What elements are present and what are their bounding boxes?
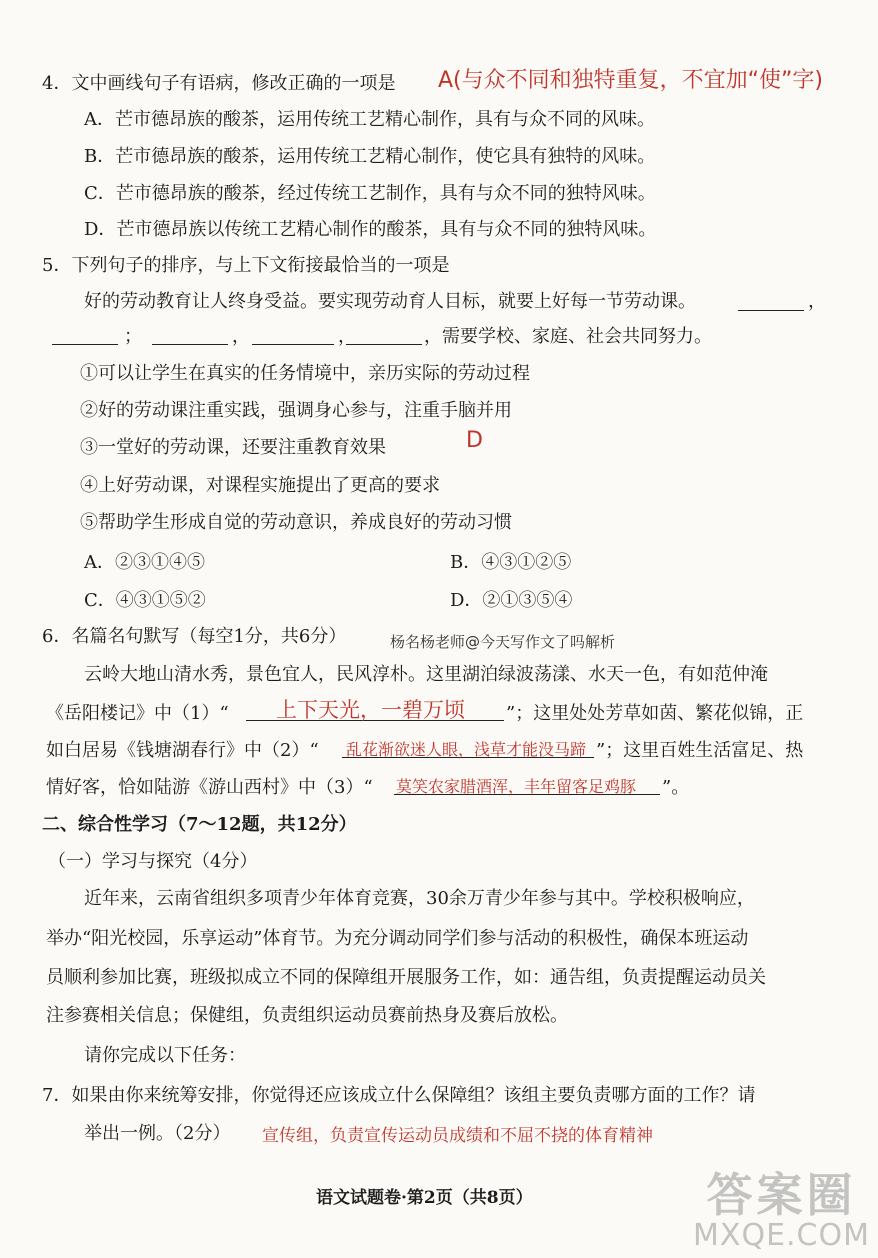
- q5-blank-1: [738, 310, 804, 311]
- q4-stem: 4．文中画线句子有语病，修改正确的一项是: [42, 73, 396, 94]
- q5-sentence-2: ②好的劳动课注重实践，强调身心参与，注重手脑并用: [80, 400, 512, 421]
- q6-answer-2: 乱花渐欲迷人眼，浅草才能没马蹄: [346, 740, 587, 759]
- q5-answer: D: [466, 428, 483, 453]
- q6-line-3b: ”；这里百姓生活富足、热: [596, 740, 804, 761]
- q4-option-c: C．芒市德昂族的酸茶，经过传统工艺制作，具有与众不同的独特风味。: [84, 183, 656, 204]
- section2-subtitle: （一）学习与探究（4分）: [48, 851, 258, 872]
- q5-sentence-1: ①可以让学生在真实的任务情境中，亲历实际的劳动过程: [80, 363, 530, 384]
- section2-title: 二、综合性学习（7～12题，共12分）: [42, 814, 357, 835]
- q5-choice-c: C．④③①⑤②: [84, 590, 206, 611]
- q5-blank-2: [52, 344, 118, 345]
- section2-para-2: 举办“阳光校园，乐享运动”体育节。为充分调动同学们参与活动的积极性，确保本班运动: [46, 928, 749, 949]
- q4-option-d: D．芒市德昂族以传统工艺精心制作的酸茶，具有与众不同的独特风味。: [84, 219, 657, 240]
- q6-answer-1: 上下天光，一碧万顷: [276, 698, 465, 722]
- q5-sentence-3: ③一堂好的劳动课，还要注重教育效果: [80, 437, 386, 458]
- q6-line-2b: ”；这里处处芳草如茵、繁花似锦，正: [506, 703, 804, 724]
- watermark-logo-text: 答案圈: [706, 1168, 857, 1222]
- section2-task: 请你完成以下任务：: [84, 1045, 246, 1066]
- q4-option-a: A．芒市德昂族的酸茶，运用传统工艺精心制作，具有与众不同的风味。: [84, 109, 655, 130]
- q5-blank-4: [252, 344, 334, 345]
- page-footer: 语文试题卷·第2页（共8页）: [316, 1188, 533, 1208]
- q6-stem: 6．名篇名句默写（每空1分，共6分）: [42, 626, 347, 647]
- q5-sentence-5: ⑤帮助学生形成自觉的劳动意识，养成良好的劳动习惯: [80, 512, 512, 533]
- q6-line-1: 云岭大地山清水秀，景色宜人，民风淳朴。这里湖泊绿波荡漾、水天一色，有如范仲淹: [84, 664, 768, 685]
- q7-answer: 宣传组，负责宣传运动员成绩和不屈不挠的体育精神: [262, 1126, 653, 1146]
- q5-passage-line1: 好的劳动教育让人终身受益。要实现劳动育人目标，就要上好每一节劳动课。: [84, 291, 696, 312]
- q4-answer: A(与众不同和独特重复，不宜加“使”字): [438, 68, 824, 93]
- q7-stem-line2: 举出一例。（2分）: [84, 1123, 231, 1144]
- q5-comma-2: ，: [232, 326, 250, 347]
- q6-answer-3: 莫笑农家腊酒浑，丰年留客足鸡豚: [396, 777, 637, 796]
- q6-line-4b: ”。: [662, 777, 690, 798]
- q4-option-b: B．芒市德昂族的酸茶，运用传统工艺精心制作，使它具有独特的风味。: [84, 146, 656, 167]
- site-watermark: [693, 1170, 870, 1252]
- q5-choice-d: D．②①③⑤④: [450, 590, 573, 611]
- q6-line-3a: 如白居易《钱塘湖春行》中（2）“: [46, 740, 319, 761]
- q5-comma: ，: [808, 291, 826, 312]
- q5-comma-3: ，: [338, 326, 356, 347]
- section2-para-4: 注参赛相关信息；保健组，负责组织运动员赛前热身及赛后放松。: [46, 1005, 568, 1026]
- q5-blank-3: [152, 344, 228, 345]
- section2-para-3: 员顺利参加比赛，班级拟成立不同的保障组开展服务工作，如：通告组，负责提醒运动员关: [46, 967, 766, 988]
- watermark-url: MXQE.COM: [693, 1218, 870, 1253]
- q6-line-4a: 情好客，恰如陆游《游山西村》中（3）“: [46, 777, 373, 798]
- q5-choice-b: B．④③①②⑤: [450, 552, 572, 573]
- q6-line-2a: 《岳阳楼记》中（1）“: [46, 703, 229, 724]
- q5-semicolon: ；: [124, 326, 142, 347]
- q5-passage-end: ，需要学校、家庭、社会共同努力。: [424, 326, 712, 347]
- q5-sentence-4: ④上好劳动课，对课程实施提出了更高的要求: [80, 475, 440, 496]
- q7-stem-line1: 7．如果由你来统筹安排，你觉得还应该成立什么保障组？该组主要负责哪方面的工作？请: [42, 1085, 756, 1106]
- q5-blank-5: [346, 344, 422, 345]
- q5-stem: 5．下列句子的排序，与上下文衔接最恰当的一项是: [42, 255, 450, 276]
- q6-credit: 杨名杨老师@今天写作文了吗解析: [390, 633, 616, 651]
- q5-choice-a: A．②③①④⑤: [84, 552, 205, 573]
- section2-para-1: 近年来，云南省组织多项青少年体育竞赛，30余万青少年参与其中。学校积极响应，: [84, 888, 755, 909]
